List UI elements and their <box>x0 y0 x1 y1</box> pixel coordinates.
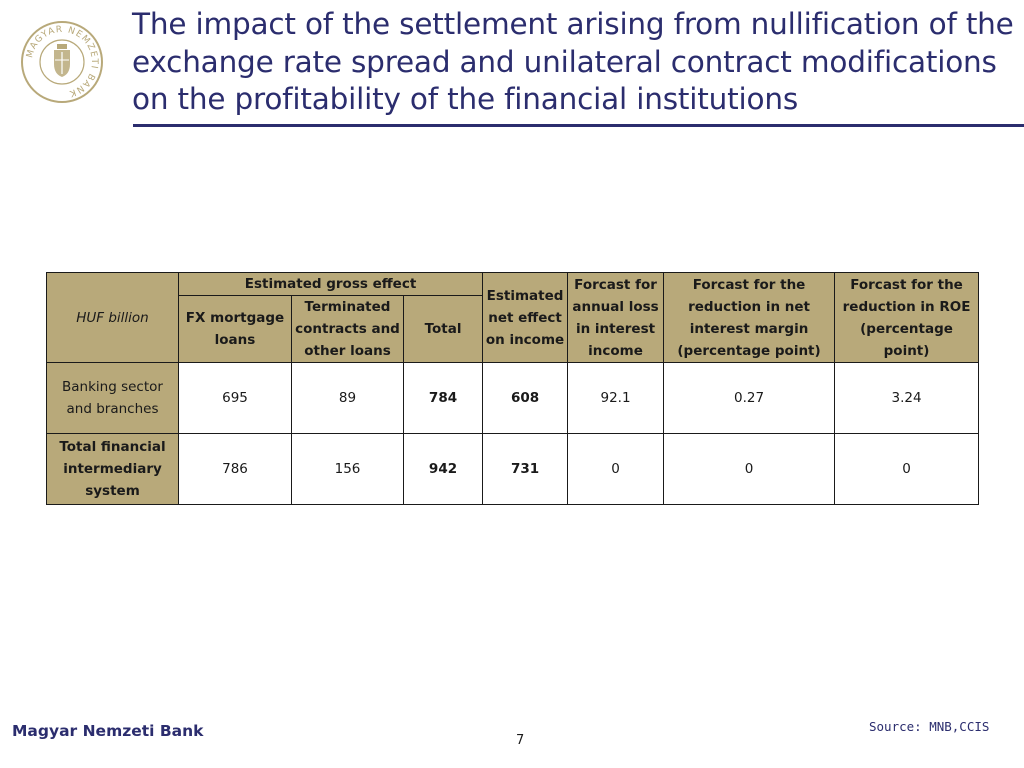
impact-table <box>46 272 979 505</box>
cell-net: 608 <box>483 363 568 434</box>
title-line-3: on the profitability of the financial institutions <box>132 82 798 116</box>
cell-nim: 0.27 <box>664 363 835 434</box>
table-row <box>47 363 979 434</box>
source-note: Source: MNB,CCIS <box>869 719 990 734</box>
mnb-seal-icon <box>20 20 104 104</box>
net-effect-header: Estimated net effect on income <box>483 273 568 363</box>
cell-terminated: 156 <box>292 434 404 505</box>
row-label-banking: Banking sector and branches <box>47 363 179 434</box>
total-header: Total <box>404 296 483 363</box>
logo-ring-text: MAGYAR NEMZETI BANK <box>25 24 100 99</box>
gross-effect-header: Estimated gross effect <box>179 273 483 296</box>
annual-loss-header: Forcast for annual loss in interest income <box>568 273 664 363</box>
fx-mortgage-header: FX mortgage loans <box>179 296 292 363</box>
page-title <box>132 6 1012 119</box>
cell-total: 784 <box>404 363 483 434</box>
table-row <box>47 434 979 505</box>
cell-terminated: 89 <box>292 363 404 434</box>
unit-label: HUF billion <box>76 309 149 326</box>
cell-annual-loss: 0 <box>568 434 664 505</box>
nim-reduction-header: Forcast for the reduction in net interest margin (percentage point) <box>664 273 835 363</box>
page-number: 7 <box>516 733 525 748</box>
cell-fx: 695 <box>179 363 292 434</box>
cell-fx: 786 <box>179 434 292 505</box>
cell-annual-loss: 92.1 <box>568 363 664 434</box>
cell-roe: 0 <box>835 434 979 505</box>
terminated-contracts-header: Terminated contracts and other loans <box>292 296 404 363</box>
cell-roe: 3.24 <box>835 363 979 434</box>
footer-bank-name: Magyar Nemzeti Bank <box>12 722 204 740</box>
cell-nim: 0 <box>664 434 835 505</box>
cell-total: 942 <box>404 434 483 505</box>
title-line-2: exchange rate spread and unilateral contract modifications <box>132 44 997 79</box>
roe-reduction-header: Forcast for the reduction in ROE (percentage point) <box>835 273 979 363</box>
cell-net: 731 <box>483 434 568 505</box>
title-line-1: The impact of the settlement arising from nullification of the <box>132 7 1014 41</box>
title-divider <box>133 124 1024 127</box>
row-label-total-system: Total financial intermediary system <box>47 434 179 505</box>
unit-header-cell <box>47 273 179 363</box>
